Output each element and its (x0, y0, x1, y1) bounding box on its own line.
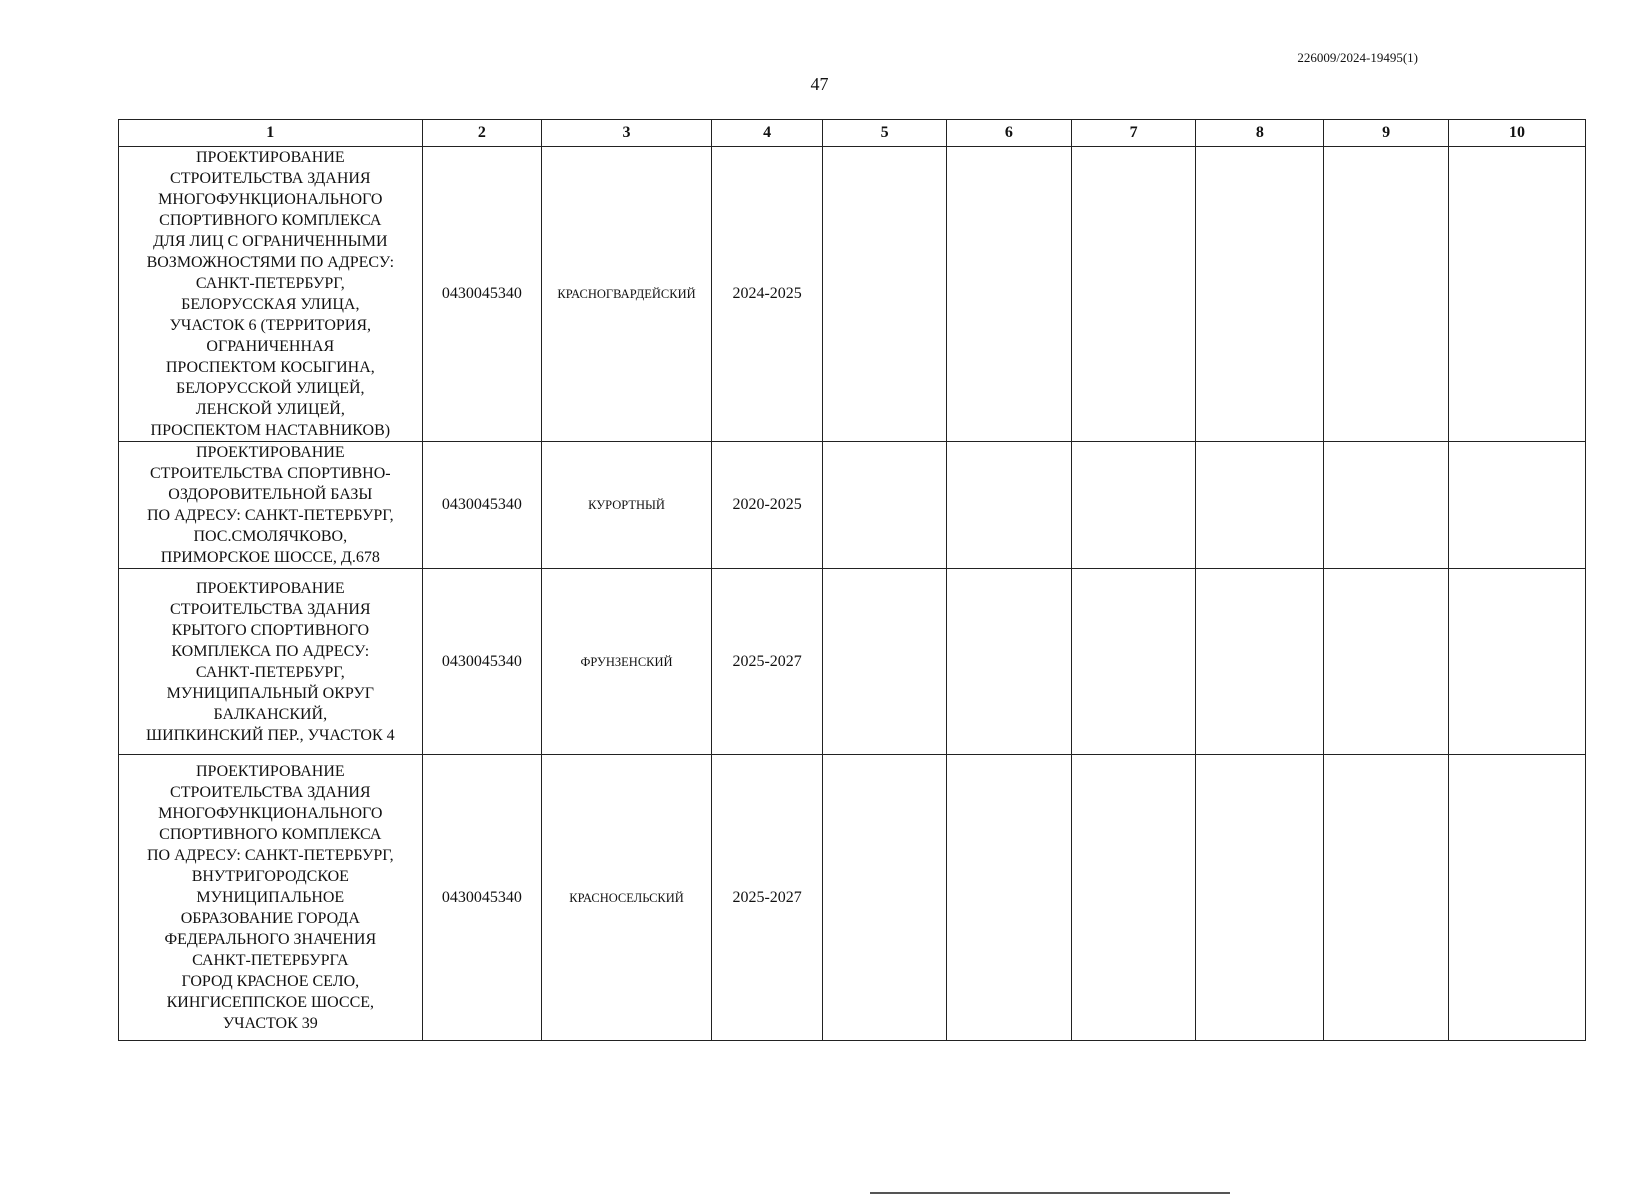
code-cell (422, 147, 542, 442)
table-row (119, 569, 1586, 755)
empty-cell (1324, 755, 1449, 1041)
empty-cell (947, 755, 1072, 1041)
column-header-4: 4 (711, 120, 822, 147)
empty-cell (947, 442, 1072, 569)
empty-cell (1071, 147, 1196, 442)
empty-cell (1071, 755, 1196, 1041)
district-cell (542, 569, 712, 755)
code-cell (422, 442, 542, 569)
period-years: 2024-2025 (732, 285, 802, 302)
empty-cell (1448, 442, 1585, 569)
budget-code: 0430045340 (441, 496, 522, 513)
project-name: ПРОЕКТИРОВАНИЕ СТРОИТЕЛЬСТВА ЗДАНИЯ МНОГОФУНКЦИОНАЛЬНОГО СПОРТИВНОГО КОМПЛЕКСА ДЛЯ ЛИЦ С ОГРАНИЧЕННЫМИ ВОЗМОЖНОСТЯМИ ПО АДРЕСУ: САНКТ-ПЕТЕРБУРГ, БЕЛОРУССКАЯ УЛИЦА, УЧАСТОК 6 (ТЕРРИТОРИЯ, ОГРАНИЧЕННАЯ ПРОСПЕКТОМ КОСЫГИНА, БЕЛОРУССКОЙ УЛИЦЕЙ, ЛЕНСКОЙ УЛИЦЕЙ, ПРОСПЕКТОМ НАСТАВНИКОВ) (146, 149, 395, 439)
table-row (119, 755, 1586, 1041)
empty-cell (1324, 569, 1449, 755)
period-years: 2025-2027 (732, 888, 802, 906)
district-name: ФРУНЗЕНСКИЙ (580, 654, 673, 669)
column-header-3: 3 (542, 120, 712, 147)
column-header-6: 6 (947, 120, 1072, 147)
empty-cell (1324, 442, 1449, 569)
district-name: КУРОРТНЫЙ (588, 498, 665, 512)
empty-cell (1071, 442, 1196, 569)
empty-cell (1448, 569, 1585, 755)
district-cell (542, 755, 712, 1041)
empty-cell (1196, 442, 1324, 569)
document-registration-number: 226009/2024-19495(1) (1297, 50, 1418, 65)
empty-cell (947, 147, 1072, 442)
period-cell (711, 147, 822, 442)
empty-cell (1196, 755, 1324, 1041)
period-years: 2020-2025 (732, 496, 802, 513)
data-table (118, 119, 1586, 1041)
page-number: 47 (810, 74, 829, 94)
column-header-1: 1 (119, 120, 423, 147)
period-cell (711, 569, 822, 755)
period-years: 2025-2027 (732, 652, 802, 670)
period-cell (711, 755, 822, 1041)
column-header-9: 9 (1324, 120, 1449, 147)
district-name: КРАСНОГВАРДЕЙСКИЙ (557, 287, 696, 301)
empty-cell (1196, 147, 1324, 442)
column-header-2: 2 (422, 120, 542, 147)
table-header-row (119, 120, 1586, 147)
empty-cell (947, 569, 1072, 755)
column-header-5: 5 (823, 120, 947, 147)
project-name-cell (119, 147, 423, 442)
column-header-8: 8 (1196, 120, 1324, 147)
district-name: КРАСНОСЕЛЬСКИЙ (569, 890, 684, 905)
budget-code: 0430045340 (441, 888, 522, 906)
empty-cell (823, 755, 947, 1041)
budget-code: 0430045340 (441, 652, 522, 670)
project-name: ПРОЕКТИРОВАНИЕ СТРОИТЕЛЬСТВА ЗДАНИЯ МНОГОФУНКЦИОНАЛЬНОГО СПОРТИВНОГО КОМПЛЕКСА ПО АДРЕСУ: САНКТ-ПЕТЕРБУРГ, ВНУТРИГОРОДСКОЕ МУНИЦИПАЛЬНОЕ ОБРАЗОВАНИЕ ГОРОДА ФЕДЕРАЛЬНОГО ЗНАЧЕНИЯ САНКТ-ПЕТЕРБУРГА ГОРОД КРАСНОЕ СЕЛО, КИНГИСЕППСКОЕ ШОССЕ, УЧАСТОК 39 (146, 763, 394, 1032)
code-cell (422, 755, 542, 1041)
empty-cell (1448, 147, 1585, 442)
empty-cell (823, 569, 947, 755)
column-header-10: 10 (1448, 120, 1585, 147)
table-row (119, 147, 1586, 442)
project-name: ПРОЕКТИРОВАНИЕ СТРОИТЕЛЬСТВА ЗДАНИЯ КРЫТОГО СПОРТИВНОГО КОМПЛЕКСА ПО АДРЕСУ: САНКТ-ПЕТЕРБУРГ, МУНИЦИПАЛЬНЫЙ ОКРУГ БАЛКАНСКИЙ, ШИПКИНСКИЙ ПЕР., УЧАСТОК 4 (145, 579, 395, 744)
period-cell (711, 442, 822, 569)
empty-cell (1071, 569, 1196, 755)
empty-cell (823, 442, 947, 569)
empty-cell (1324, 147, 1449, 442)
empty-cell (1196, 569, 1324, 755)
empty-cell (1448, 755, 1585, 1041)
district-cell (542, 442, 712, 569)
empty-cell (823, 147, 947, 442)
project-name-cell (119, 569, 423, 755)
code-cell (422, 569, 542, 755)
column-header-7: 7 (1071, 120, 1196, 147)
table-row (119, 442, 1586, 569)
project-name-cell (119, 755, 423, 1041)
budget-code: 0430045340 (441, 285, 522, 302)
district-cell (542, 147, 712, 442)
project-name: ПРОЕКТИРОВАНИЕ СТРОИТЕЛЬСТВА СПОРТИВНО- ОЗДОРОВИТЕЛЬНОЙ БАЗЫ ПО АДРЕСУ: САНКТ-ПЕТЕРБУРГ, ПОС.СМОЛЯЧКОВО, ПРИМОРСКОЕ ШОССЕ, Д.678 (146, 444, 394, 566)
scan-artifact-line (870, 1192, 1230, 1194)
project-name-cell (119, 442, 423, 569)
